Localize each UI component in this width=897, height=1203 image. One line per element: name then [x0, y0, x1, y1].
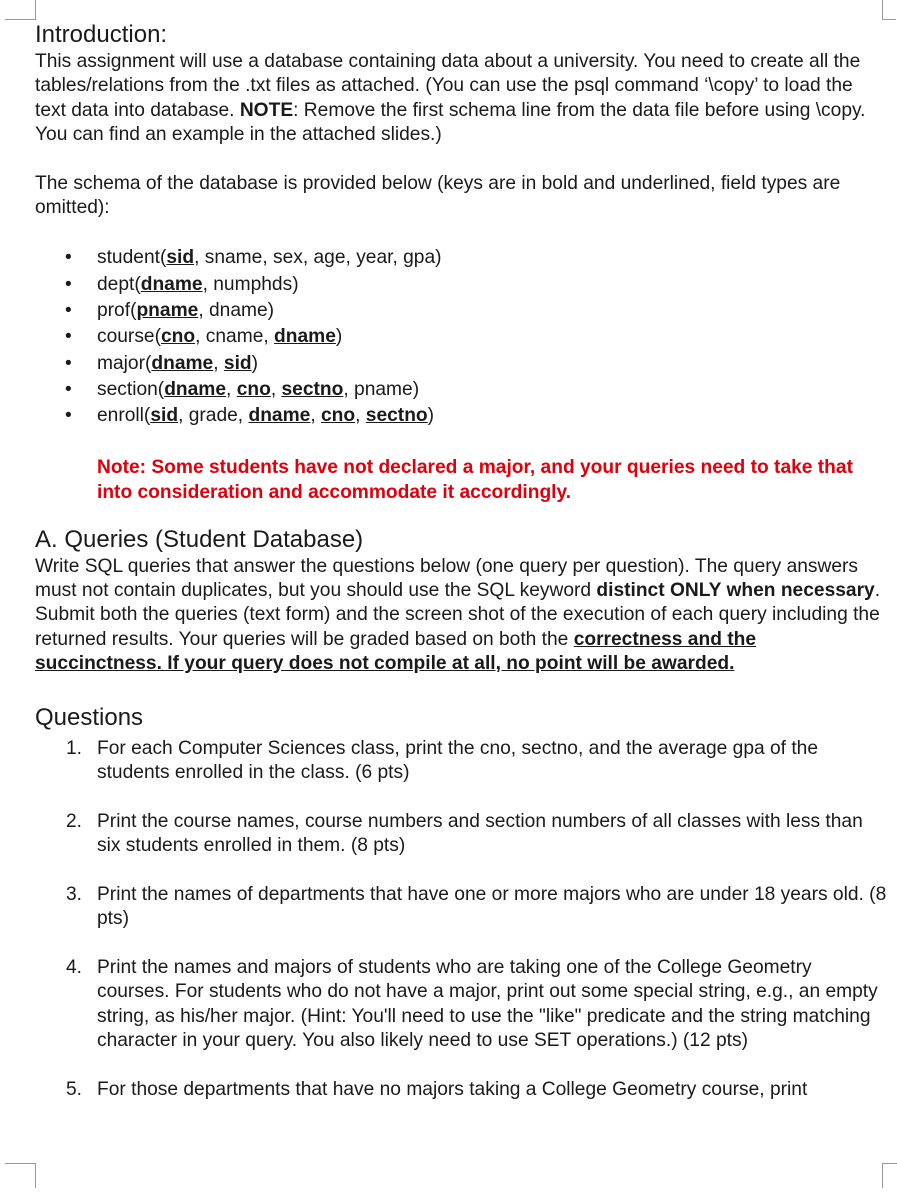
question-item: 4. Print the names and majors of students who are taking one of the College Geometry courses. For students who do not have a major, print out some special string, e.g., an empty string, as his/her major. (Hint: You'll need to use the "like" predicate and the string matching character in your query. You also likely need to use SET operations.) (12 pts) — [66, 956, 878, 1052]
schema-item-section: • section(dname, cno, sectno, pname) — [35, 377, 887, 403]
schema-item-major: • major(dname, sid) — [35, 351, 887, 377]
distinct-note: distinct ONLY when necessary — [596, 579, 875, 601]
question-item: 3. Print the names of departments that have one or more majors who are under 18 years old. (8 pts) — [66, 883, 887, 930]
questions-heading: Questions — [35, 703, 144, 731]
schema-list — [35, 245, 887, 429]
bullet-icon: • — [65, 247, 72, 269]
page-corner-bottom-right — [882, 1163, 897, 1188]
schema-item-enroll: • enroll(sid, grade, dname, cno, sectno) — [35, 403, 887, 429]
question-item: 2. Print the course names, course numbers and section numbers of all classes with less than six students enrolled in them. (8 pts) — [66, 810, 863, 857]
question-item: 5. For those departments that have no majors taking a College Geometry course, print — [66, 1078, 808, 1100]
intro-text-a: This assignment will use a database containing data about a university. You need to create all the tables/relations from the .txt files as attached. (You can use the psql command ‘\copy’ to load the text data into database. — [35, 51, 861, 121]
bullet-icon: • — [65, 352, 72, 374]
intro-note-label: NOTE — [239, 99, 294, 121]
grading-warning: correctness and the succinctness. If your query does not compile at all, no point will be awarded. — [35, 628, 757, 675]
intro-heading: Introduction: — [35, 21, 168, 48]
page-corner-top-right — [882, 0, 883, 19]
bullet-icon: • — [65, 273, 72, 295]
bullet-icon: • — [65, 300, 72, 322]
intro-text-b: : Remove the first schema line from the data file before using \copy. You can find an example in the attached slides.) — [35, 99, 866, 146]
question-item: 1. For each Computer Sciences class, print the cno, sectno, and the average gpa of the students enrolled in the class. (6 pts) — [66, 737, 819, 784]
bullet-icon: • — [65, 378, 72, 400]
questions-list — [35, 737, 887, 1103]
schema-intro-paragraph: The schema of the database is provided below (keys are in bold and underlined, field types are omitted): — [35, 172, 841, 219]
intro-paragraph — [35, 50, 887, 148]
bullet-icon: • — [65, 405, 72, 427]
bullet-icon: • — [65, 326, 72, 348]
schema-item-prof: • prof(pname, dname) — [35, 298, 887, 324]
red-note: Note: Some students have not declared a major, and your queries need to take that into consideration and accommodate it accordingly. — [97, 456, 853, 503]
schema-item-dept: • dept(dname, numphds) — [35, 272, 887, 298]
page-corner-bottom-left — [5, 1163, 36, 1188]
queries-paragraph: Write SQL queries that answer the questions below (one query per question). The query answers must not contain duplicates, but you should use the SQL keyword distinct ONLY when necessary. Submit both the queries (text form) and the screen shot of the execution of each query including the returned results. Your queries will be graded based on both the correctness and the succinctness. If your query does not compile at all, no point will be awarded. — [35, 555, 881, 675]
schema-item-course: • course(cno, cname, dname) — [35, 324, 887, 350]
document-page — [35, 20, 887, 1102]
schema-item-student: • student(sid, sname, sex, age, year, gpa) — [35, 245, 887, 271]
page-corner-top-left — [5, 0, 36, 20]
queries-heading: A. Queries (Student Database) — [35, 525, 364, 553]
